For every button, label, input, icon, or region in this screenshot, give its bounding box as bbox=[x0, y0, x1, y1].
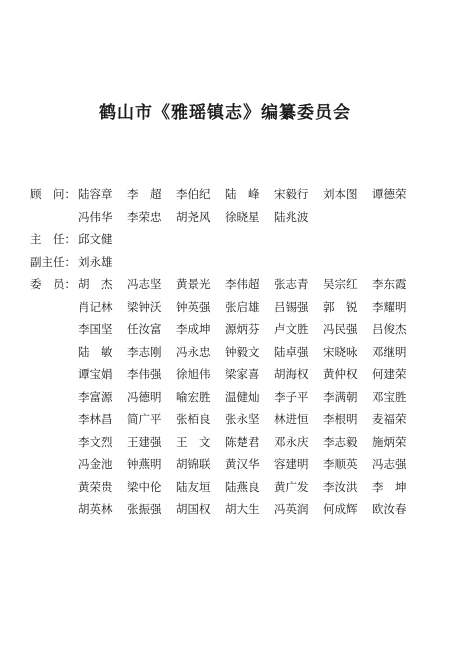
member-name: 李 坤 bbox=[372, 479, 407, 494]
member-name: 李顺英 bbox=[323, 457, 358, 472]
member-name: 谭宝娟 bbox=[78, 367, 113, 382]
member-name: 麦福荣 bbox=[372, 412, 407, 427]
member-name: 肖记林 bbox=[78, 299, 113, 314]
member-name: 李 超 bbox=[127, 187, 162, 202]
role-label-members: 委 员： bbox=[30, 277, 76, 291]
member-name: 冯金池 bbox=[78, 457, 113, 472]
member-name: 吕锡强 bbox=[274, 299, 309, 314]
member-name: 王 文 bbox=[176, 434, 211, 449]
member-name: 冯德明 bbox=[127, 389, 162, 404]
member-name: 李根明 bbox=[323, 412, 358, 427]
section-director bbox=[30, 228, 430, 251]
member-name: 李荣忠 bbox=[127, 209, 162, 224]
member-name: 胡 杰 bbox=[78, 277, 113, 292]
member-name: 邱文健 bbox=[78, 232, 113, 247]
member-name: 吕俊杰 bbox=[372, 322, 407, 337]
member-name: 胡大生 bbox=[225, 502, 260, 517]
member-name: 李富源 bbox=[78, 389, 113, 404]
role-label-advisors: 顾 问： bbox=[30, 187, 76, 201]
member-name: 刘本图 bbox=[323, 187, 358, 202]
member-name: 冯伟华 bbox=[78, 209, 113, 224]
member-name: 容建明 bbox=[274, 457, 309, 472]
member-name: 谭德荣 bbox=[372, 187, 407, 202]
member-name: 梁钟沃 bbox=[127, 299, 162, 314]
member-name: 梁家喜 bbox=[225, 367, 260, 382]
member-name: 陆兆波 bbox=[274, 209, 309, 224]
role-label-deputy-director: 副主任： bbox=[30, 254, 76, 269]
member-name: 邓永庆 bbox=[274, 434, 309, 449]
member-name: 陈楚君 bbox=[225, 434, 260, 449]
names-grid-advisors bbox=[78, 183, 430, 228]
member-name: 张振强 bbox=[127, 502, 162, 517]
member-name: 李伯纪 bbox=[176, 187, 211, 202]
member-name: 陆 敏 bbox=[78, 344, 113, 359]
member-name: 喻宏胜 bbox=[176, 389, 211, 404]
member-name: 张启雄 bbox=[225, 299, 260, 314]
member-name: 郭 锐 bbox=[323, 299, 358, 314]
member-name: 张志青 bbox=[274, 277, 309, 292]
member-name: 李林昌 bbox=[78, 412, 113, 427]
member-name: 李子平 bbox=[274, 389, 309, 404]
member-name: 李志刚 bbox=[127, 344, 162, 359]
member-name: 陆燕良 bbox=[225, 479, 260, 494]
member-name: 冯志坚 bbox=[127, 277, 162, 292]
member-name: 徐旭伟 bbox=[176, 367, 211, 382]
member-name: 李东霞 bbox=[372, 277, 407, 292]
member-name: 黄广发 bbox=[274, 479, 309, 494]
member-name: 胡英林 bbox=[78, 502, 113, 517]
member-name: 卢文胜 bbox=[274, 322, 309, 337]
member-name: 温健灿 bbox=[225, 389, 260, 404]
member-name: 徐晓星 bbox=[225, 209, 260, 224]
member-name: 宋晓咏 bbox=[323, 344, 358, 359]
member-name: 黄汉华 bbox=[225, 457, 260, 472]
member-name: 陆友垣 bbox=[176, 479, 211, 494]
member-name: 刘永雄 bbox=[78, 254, 113, 269]
member-name: 张永坚 bbox=[225, 412, 260, 427]
member-name: 何建荣 bbox=[372, 367, 407, 382]
role-label-director: 主 任： bbox=[30, 232, 76, 246]
member-name: 冯永忠 bbox=[176, 344, 211, 359]
member-name: 简广平 bbox=[127, 412, 162, 427]
member-name: 冯民强 bbox=[323, 322, 358, 337]
member-name: 钟燕明 bbox=[127, 457, 162, 472]
committee-list bbox=[30, 183, 430, 521]
member-name: 王建强 bbox=[127, 434, 162, 449]
member-name: 李伟超 bbox=[225, 277, 260, 292]
member-name: 源炳芬 bbox=[225, 322, 260, 337]
member-name: 任汝富 bbox=[127, 322, 162, 337]
member-name: 胡锦联 bbox=[176, 457, 211, 472]
names-grid-director bbox=[78, 228, 430, 251]
member-name: 钟英强 bbox=[176, 299, 211, 314]
member-name: 李成坤 bbox=[176, 322, 211, 337]
member-name: 胡国权 bbox=[176, 502, 211, 517]
member-name: 钟毅文 bbox=[225, 344, 260, 359]
member-name: 欧汝春 bbox=[372, 502, 407, 517]
member-name: 邓继明 bbox=[372, 344, 407, 359]
member-name: 冯志强 bbox=[372, 457, 407, 472]
member-name: 黄荣贵 bbox=[78, 479, 113, 494]
member-name: 吴宗红 bbox=[323, 277, 358, 292]
member-name: 李满朝 bbox=[323, 389, 358, 404]
member-name: 何成辉 bbox=[323, 502, 358, 517]
names-grid-members bbox=[78, 273, 430, 521]
member-name: 黄仲权 bbox=[323, 367, 358, 382]
member-name: 施炳荣 bbox=[372, 434, 407, 449]
member-name: 冯英润 bbox=[274, 502, 309, 517]
member-name: 宋毅行 bbox=[274, 187, 309, 202]
member-name: 张栢良 bbox=[176, 412, 211, 427]
member-name: 李伟强 bbox=[127, 367, 162, 382]
member-name: 李志毅 bbox=[323, 434, 358, 449]
section-advisors bbox=[30, 183, 430, 228]
document-title: 鹤山市《雅瑶镇志》编纂委员会 bbox=[99, 103, 351, 123]
member-name: 陆 峰 bbox=[225, 187, 260, 202]
section-members bbox=[30, 273, 430, 521]
member-name: 李耀明 bbox=[372, 299, 407, 314]
member-name: 梁中伦 bbox=[127, 479, 162, 494]
member-name: 胡海权 bbox=[274, 367, 309, 382]
member-name: 陆容章 bbox=[78, 187, 113, 202]
section-deputy-director bbox=[30, 251, 430, 274]
member-name: 李国坚 bbox=[78, 322, 113, 337]
member-name: 林进恒 bbox=[274, 412, 309, 427]
member-name: 陆卓强 bbox=[274, 344, 309, 359]
member-name: 李汝洪 bbox=[323, 479, 358, 494]
member-name: 李文烈 bbox=[78, 434, 113, 449]
member-name: 黄景光 bbox=[176, 277, 211, 292]
member-name: 胡尧风 bbox=[176, 209, 211, 224]
member-name: 邓宝胜 bbox=[372, 389, 407, 404]
names-grid-deputy-director bbox=[78, 251, 430, 274]
